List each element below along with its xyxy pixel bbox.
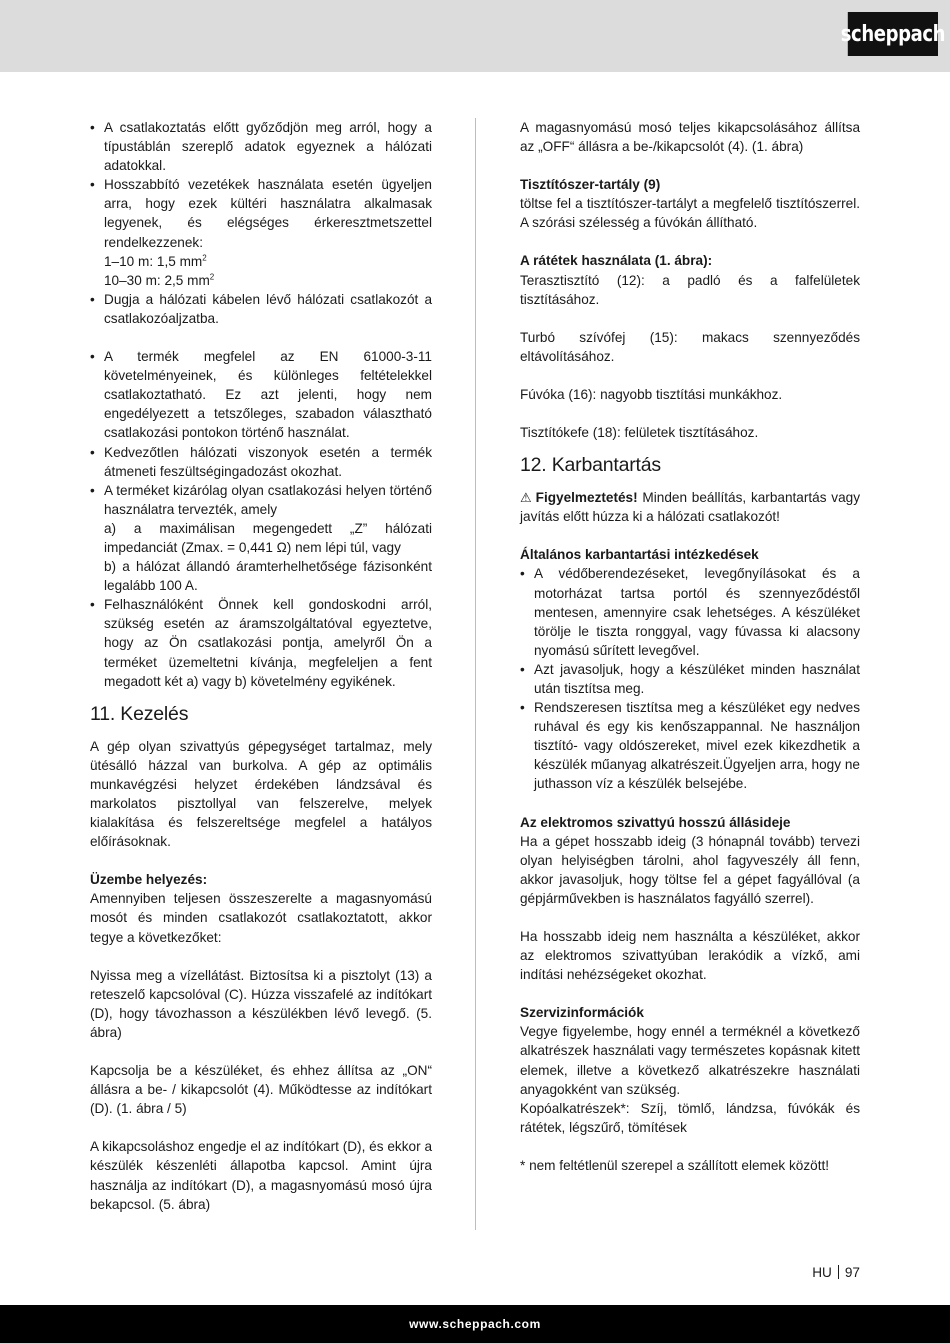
service-text: Vegye figyelembe, hogy ennél a terméknél a következő alkatrészek használati vagy természetes kopásnak kitett elemek, illetve a következő alkatrészekre használati anyagokként van szükség. — [520, 1024, 860, 1097]
list-item — [90, 481, 432, 596]
storage-text-1: Ha a gépet hosszabb ideig (3 hónapnál tovább) tervezi olyan helyiségben tárolni, ahol fagyveszély áll fenn, akkor javasoljuk, hogy töltse fel a gépet fagyállóval (a gépjárművekben is használatos fagyálló szerrel). — [520, 833, 860, 906]
page-number-separator — [838, 1265, 839, 1279]
section-heading-12: 12. Karbantartás — [520, 454, 661, 477]
startup-text: Amennyiben teljesen összeszerelte a magasnyomású mosót és minden csatlakozót csatlakoztatott, akkor tegye a következőket: — [90, 891, 432, 945]
page-lang: HU — [812, 1265, 832, 1280]
list-item-option-b: b) a hálózat állandó áramterhelhetősége fázisonként legalább 100 A. — [104, 559, 432, 594]
list-item: • A termék megfelel az EN 61000-3-11 követelményeinek, és különleges feltételekkel csatlakoztatható. Ez azt jelenti, hogy nem engedélyezett a tetszőleges, szabadon választható csatlakozási pontokon történő használat. — [90, 347, 432, 442]
brand-logo: scheppach — [848, 12, 938, 56]
list-item: • A csatlakoztatás előtt győződjön meg arról, hogy a típustáblán szereplő adatok egyeznek a hálózati adatokkal. — [90, 118, 432, 175]
warning-label: Figyelmeztetés! — [535, 490, 638, 506]
right-column — [520, 118, 860, 1175]
list-item: • A védőberendezéseket, levegőnyílásokat és a motorházat tartsa portól és szennyeződéstől mentesen, amennyire csak lehetséges. A készüléket törölje le tiszta ronggyal, vagy fúvassa ki alacsony nyomású sűrített levegővel. — [520, 564, 860, 659]
switch-off-paragraph: A kikapcsoláshoz engedje el az indítókart (D), és ekkor a készülék készenléti állapotba kapcsol. Amint újra használja az indítókart (D), a magasnyomású mosó újra bekapcsol. (5. ábra) — [90, 1139, 432, 1212]
storage-heading: Az elektromos szivattyú hosszú állásideje — [520, 814, 791, 830]
attachment-brush: Tisztítókefe (18): felületek tisztításához. — [520, 425, 759, 441]
list-item: • Rendszeresen tisztítsa meg a készüléket egy nedves ruhával és egy kis kenőszappannal. Ne használjon tisztító- vagy oldószereket, mivel ezek kikezdhetik a készülék műanyag alkatrészeit.Ügyeljen arra, hogy ne juthasson víz a készülék belsejébe. — [520, 698, 860, 793]
column-divider — [475, 118, 476, 1230]
list-item: • Dugja a hálózati kábelen lévő hálózati csatlakozót a csatlakozóaljzatba. — [90, 290, 432, 328]
list-item-intro: A terméket kizárólag olyan csatlakozási helyen történő használatra tervezték, amely — [104, 482, 432, 517]
connection-list — [90, 118, 432, 328]
full-off-paragraph: A magasnyomású mosó teljes kikapcsolásához állítsa az „OFF“ állásra a be-/kikapcsolót (4). (1. ábra) — [520, 120, 860, 155]
section11-intro: A gép olyan szivattyús gépegységet tartalmaz, mely ütésálló házzal van burkolva. A gép az optimális munkavégzési helyzet érdekében lándzsával és markolatos pisztollyal van felszerelve, melyek kialakítása és felszereltsége megfelel a hatályos előírásoknak. — [90, 738, 432, 850]
switch-on-paragraph: Kapcsolja be a készüléket, és ehhez állítsa az „ON“ állásra a be- / kikapcsolót (4). Működtesse az indítókart (D). (1. ábra / 5) — [90, 1063, 432, 1117]
service-wear-parts: Kopóalkatrészek*: Szíj, tömlő, lándzsa, fúvókák és rátétek, légszűrő, tömítések — [520, 1100, 860, 1135]
startup-heading: Üzembe helyezés: — [90, 872, 208, 888]
attachments-heading: A rátétek használata (1. ábra): — [520, 253, 713, 269]
warning-text: Minden beállítás, karbantartás vagy javítás előtt húzza ki a hálózati csatlakozót! — [520, 490, 860, 525]
service-heading: Szervizinformációk — [520, 1005, 644, 1021]
section-heading-11: 11. Kezelés — [90, 702, 189, 725]
storage-text-2: Ha hosszabb ideig nem használta a készüléket, akkor az elektromos szivattyúban lerakódik a vízkő, ami indítási nehézségeket okozhat. — [520, 929, 860, 983]
warning-triangle-icon: ⚠ — [520, 490, 533, 506]
detergent-text: töltse fel a tisztítószer-tartályt a megfelelő tisztítószerrel. A szórási szélesség a fúvókán állítható. — [520, 196, 860, 231]
attachment-nozzle: Fúvóka (16): nagyobb tisztítási munkákhoz. — [520, 386, 783, 402]
header-band — [0, 0, 950, 72]
list-item-option-a: a) a maximálisan megengedett „Z” hálózati impedanciát (Zmax. = 0,441 Ω) nem lépi túl, vagy — [104, 520, 432, 555]
attachment-terrace: Terasztisztító (12): a padló és a falfelületek tisztításához. — [520, 272, 860, 307]
footer-url[interactable]: www.scheppach.com — [409, 1317, 541, 1331]
left-column — [90, 118, 432, 1214]
detergent-heading: Tisztítószer-tartály (9) — [520, 177, 661, 193]
list-item: • Felhasználóként Önnek kell gondoskodni arról, szükség esetén az áramszolgáltatóval egyeztetve, hogy az Ön csatlakozási pontja, amelyről Ön a terméket üzemeltetni kívánja, megfeleljen a fent megadott két a) vagy b) követelmény egyikének. — [90, 595, 432, 690]
page-number-value: 97 — [844, 1265, 860, 1280]
compliance-list — [90, 347, 432, 691]
cable-spec-1: 1–10 m: 1,5 $mm^2$ — [104, 253, 207, 269]
warning-paragraph — [520, 488, 860, 526]
footer-bar — [0, 1305, 950, 1343]
list-item: • Kedvezőtlen hálózati viszonyok esetén a termék átmeneti feszültségingadozást okozhat. — [90, 443, 432, 481]
list-item: • Hosszabbító vezetékek használata esetén ügyeljen arra, hogy ezek kültéri használatra alkalmasak legyenek, és elégséges érkeresztmetszettel rendelkezzenek: — [90, 175, 432, 251]
cable-spec-2: 10–30 m: 2,5 $mm^2$ — [104, 272, 215, 288]
page-number — [812, 1265, 860, 1280]
water-paragraph: Nyissa meg a vízellátást. Biztosítsa ki a pisztolyt (13) a reteszelő kapcsolóval (C). Húzza visszafelé az indítókart (D), hogy távozhasson a készülékben lévő levegő. (5. ábra) — [90, 967, 432, 1040]
list-item: • Azt javasoljuk, hogy a készüléket minden használat után tisztítsa meg. — [520, 660, 860, 698]
general-maintenance-list — [520, 564, 860, 793]
general-maintenance-heading: Általános karbantartási intézkedések — [520, 547, 759, 563]
attachment-turbo: Turbó szívófej (15): makacs szennyeződés eltávolításához. — [520, 329, 860, 364]
service-note: * nem feltétlenül szerepel a szállított elemek között! — [520, 1157, 830, 1173]
